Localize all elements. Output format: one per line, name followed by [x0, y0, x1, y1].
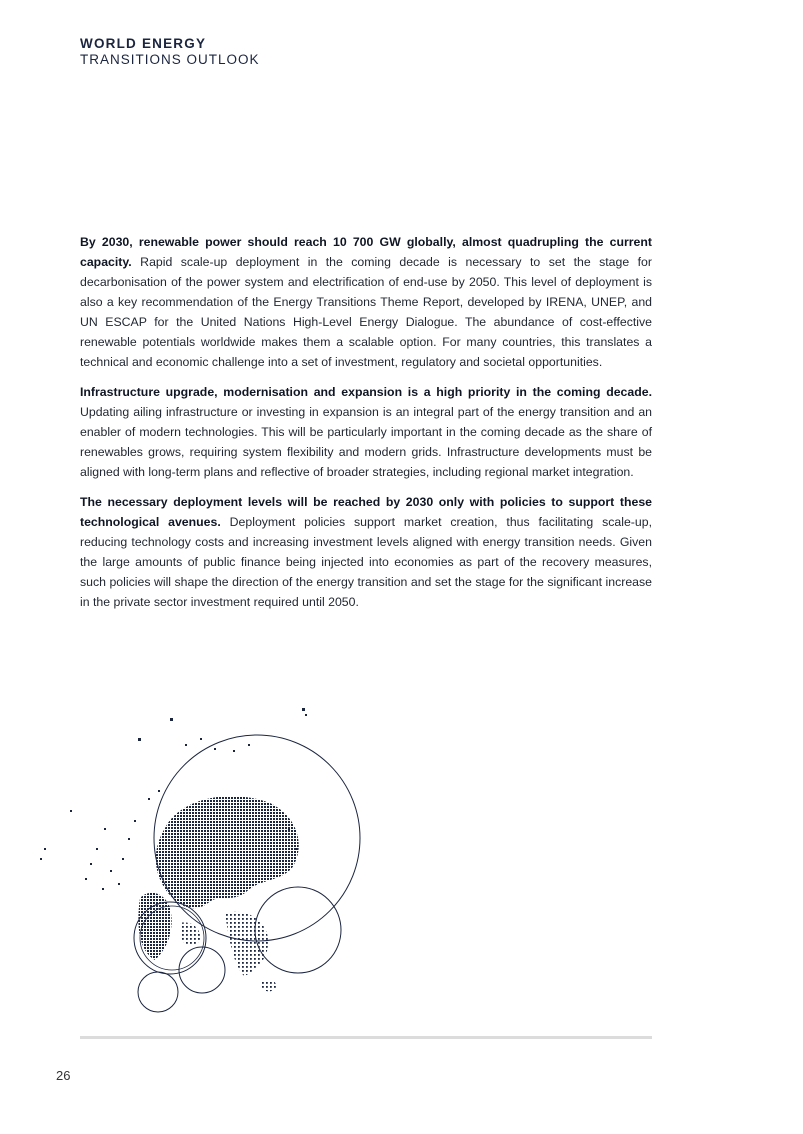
body-text — [80, 232, 652, 622]
paragraph-3-text: Deployment policies support market creation, thus facilitating scale-up, reducing technology costs and increasing investment levels aligned with energy transition needs. Given the large amounts of public finance being injected into economies as part of the recovery measures, such policies will shape the direction of the energy transition and set the stage for the significant increase in the private sector investment required until 2050. — [80, 515, 652, 609]
paragraph-1-lead: By 2030, renewable power should reach 10 700 GW globally, almost quadrupling the current capacity. — [80, 235, 652, 269]
paragraph-2 — [80, 382, 652, 482]
paragraph-1 — [80, 232, 652, 372]
paragraph-3-lead: The necessary deployment levels will be reached by 2030 only with policies to support these technological avenues. — [80, 495, 652, 529]
page-number: 26 — [56, 1068, 71, 1083]
paragraph-2-lead: Infrastructure upgrade, modernisation and expansion is a high priority in the coming decade. — [80, 385, 652, 399]
report-header — [80, 36, 260, 68]
paragraph-2-text: Updating ailing infrastructure or investing in expansion is an integral part of the energy transition and an enabler of modern technologies. This will be particularly important in the coming decade as the share of renewables grows, requiring system flexibility and modern grids. Infrastructure developments must be aligned with long-term plans and reflective of broader strategies, including regional market integration. — [80, 405, 652, 479]
footer-divider — [80, 1036, 652, 1039]
paragraph-1-text: Rapid scale-up deployment in the coming decade is necessary to set the stage for decarbonisation of the power system and electrification of end-use by 2050. This level of deployment is also a key recommendation of the Energy Transitions Theme Report, developed by IRENA, UNEP, and UN ESCAP for the United Nations High-Level Energy Dialogue. The abundance of cost-effective renewable potentials worldwide makes them a scalable option. For many countries, this translates a technical and economic challenge into a set of investment, regulatory and societal opportunities. — [80, 255, 652, 369]
dotted-globe-illustration-icon — [30, 698, 370, 1018]
report-title-line2: TRANSITIONS OUTLOOK — [80, 52, 260, 67]
paragraph-3 — [80, 492, 652, 612]
report-title-line1: WORLD ENERGY — [80, 36, 207, 51]
